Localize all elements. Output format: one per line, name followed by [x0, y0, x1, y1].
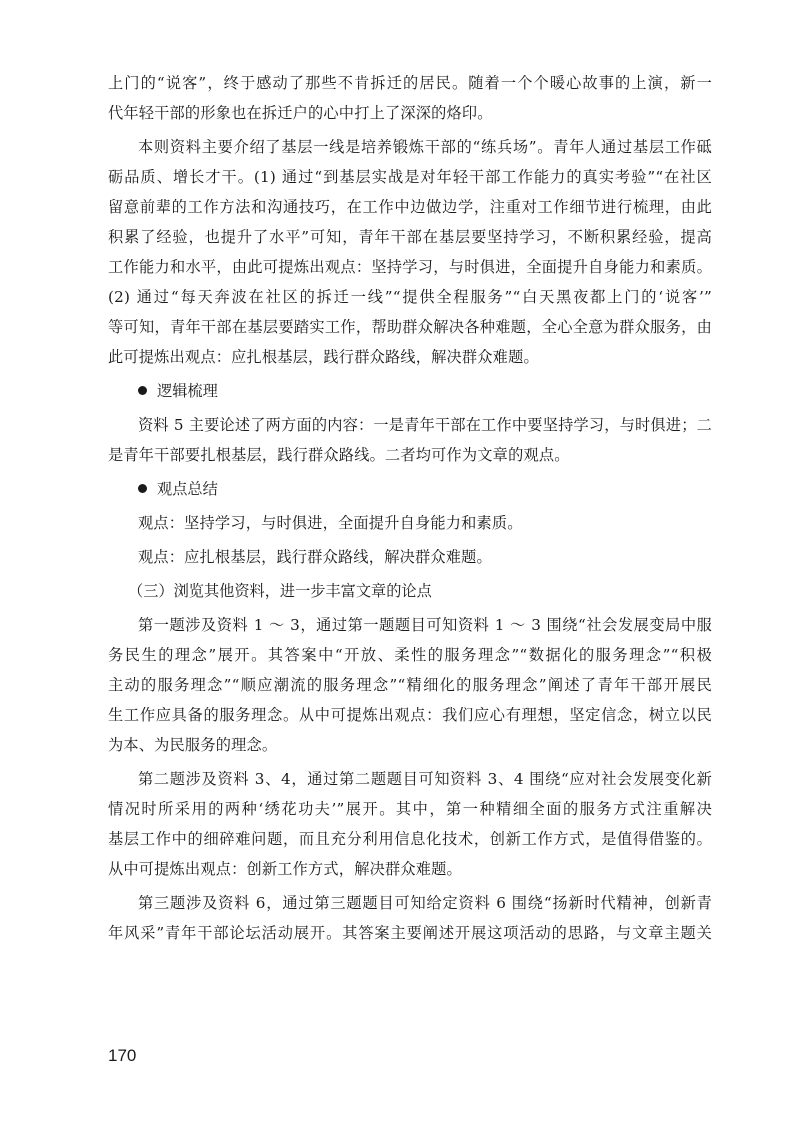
text-line: 生工作应具备的服务理念。从中可提炼出观点：我们应心有理想，坚定信念，树立以民 [108, 706, 712, 724]
text-line: 工作能力和水平，由此可提炼出观点：坚持学习，与时俱进，全面提升自身能力和素质。 [108, 258, 712, 276]
text-line: 第一题涉及资料 1 ～ 3，通过第一题题目可知资料 1 ～ 3 围绕“社会发展变局中服 [138, 616, 712, 634]
text-line: 第二题涉及资料 3、4，通过第二题题目可知资料 3、4 围绕“应对社会发展变化新 [138, 770, 712, 788]
text-line: 代年轻干部的形象也在拆迁户的心中打上了深深的烙印。 [108, 104, 493, 122]
text-line: 等可知，青年干部在基层要踏实工作，帮助群众解决各种难题，全心全意为群众服务，由 [108, 318, 712, 336]
section-heading-3: （三）浏览其他资料，进一步丰富文章的论点 [128, 582, 432, 600]
text-line: 第三题涉及资料 6，通过第三题题目可知给定资料 6 围绕“扬新时代精神，创新青 [138, 894, 712, 912]
paragraph-3 [108, 410, 712, 470]
viewpoint-1 [108, 508, 712, 538]
text-line: 务民生的理念”展开。其答案中“开放、柔性的服务理念”“数据化的服务理念”“积极 [108, 646, 712, 664]
bullet-label: 逻辑梳理 [157, 382, 218, 400]
paragraph-1 [108, 68, 712, 128]
text-line: 资料 5 主要论述了两方面的内容：一是青年干部在工作中要坚持学习，与时俱进；二 [138, 416, 712, 434]
text-line: 留意前辈的工作方法和沟通技巧，在工作中边做边学，注重对工作细节进行梳理，由此 [108, 198, 712, 216]
text-line: 主动的服务理念”“顺应潮流的服务理念”“精细化的服务理念”阐述了青年干部开展民 [108, 676, 712, 694]
text-line: 此可提炼出观点：应扎根基层，践行群众路线，解决群众难题。 [108, 348, 539, 366]
bullet-heading-summary [138, 474, 712, 504]
viewpoint-2 [108, 542, 712, 572]
text-line: 年风采”青年干部论坛活动展开。其答案主要阐述开展这项活动的思路，与文章主题关 [108, 924, 712, 942]
text-line: 从中可提炼出观点：创新工作方式，解决群众难题。 [108, 860, 462, 878]
bullet-dot-icon [138, 484, 147, 493]
document-page [108, 68, 712, 952]
text-line: 上门的“说客”，终于感动了那些不肯拆迁的居民。随着一个个暖心故事的上演，新一 [108, 74, 712, 92]
text-line: 观点：应扎根基层，践行群众路线，解决群众难题。 [138, 548, 492, 566]
paragraph-7 [108, 764, 712, 884]
text-line: 情况时所采用的两种‘绣花功夫’”展开。其中，第一种精细全面的服务方式注重解决 [108, 800, 712, 818]
text-line: (2) 通过“每天奔波在社区的拆迁一线”“提供全程服务”“白天黑夜都上门的‘说客’” [108, 288, 712, 306]
paragraph-6 [108, 610, 712, 760]
text-line: 是青年干部要扎根基层，践行群众路线。二者均可作为文章的观点。 [108, 446, 570, 464]
bullet-dot-icon [138, 386, 147, 395]
bullet-heading-logic [138, 376, 712, 406]
text-line: 为本、为民服务的理念。 [108, 736, 278, 754]
text-line: 积累了经验，也提升了水平”可知，青年干部在基层要坚持学习，不断积累经验，提高 [108, 228, 712, 246]
text-line: 砺品质、增长才干。(1) 通过“到基层实战是对年轻干部工作能力的真实考验”“在社区 [108, 168, 712, 186]
bullet-label: 观点总结 [157, 480, 218, 498]
text-line: 基层工作中的细碎难问题，而且充分利用信息化技术，创新工作方式，是值得借鉴的。 [108, 830, 712, 848]
paragraph-2 [108, 132, 712, 372]
text-line: 观点：坚持学习，与时俱进，全面提升自身能力和素质。 [138, 514, 523, 532]
paragraph-8 [108, 888, 712, 948]
text-line: 本则资料主要介绍了基层一线是培养锻炼干部的“练兵场”。青年人通过基层工作砥 [138, 138, 712, 156]
page-number: 170 [108, 1046, 137, 1065]
